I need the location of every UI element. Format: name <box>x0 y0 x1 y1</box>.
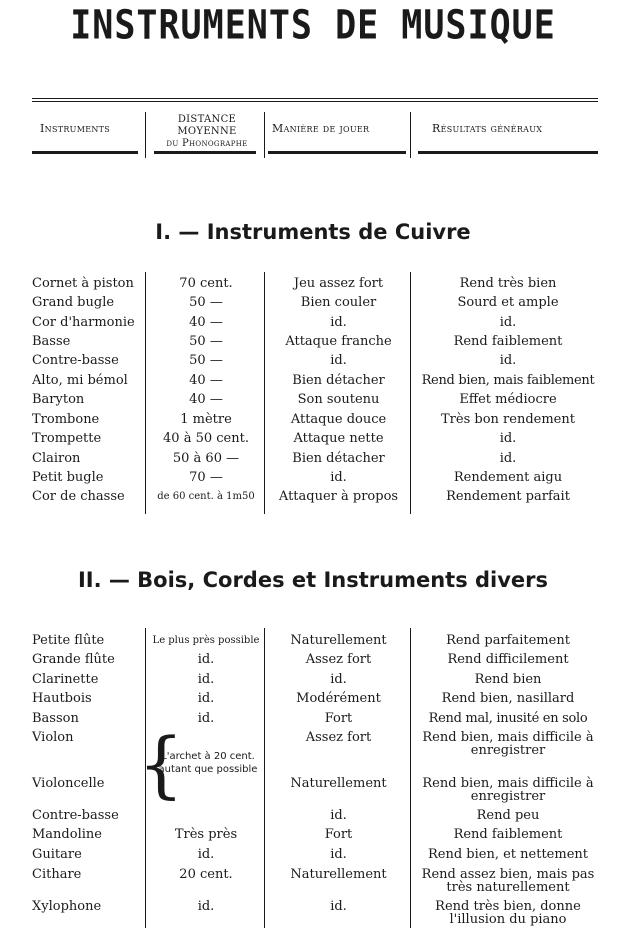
brace: { <box>138 722 184 806</box>
resultat-cell: Rend difficilement <box>447 652 569 667</box>
table-row <box>0 731 626 771</box>
instrument-name: Contre-basse <box>32 808 119 823</box>
resultat-cell: Rend bien <box>474 672 542 687</box>
resultat-cell: Rend faiblement <box>453 334 563 349</box>
maniere-cell: Assez fort <box>305 652 372 667</box>
header-top-rule <box>32 98 598 99</box>
header-underline-1 <box>32 151 138 154</box>
instrument-name: Clarinette <box>32 672 99 687</box>
resultat-cell: id. <box>499 431 517 446</box>
header-divider <box>410 112 411 158</box>
instrument-name: Contre-basse <box>32 353 119 368</box>
table-row <box>0 900 626 930</box>
resultat-cell: Rendement aigu <box>453 470 563 485</box>
header-divider <box>264 112 265 158</box>
resultat-cell: Rend faiblement <box>453 827 563 842</box>
table-row <box>0 848 626 867</box>
maniere-cell: Bien couler <box>300 295 377 310</box>
maniere-cell: id. <box>330 847 347 862</box>
distance-cell: id. <box>197 711 215 726</box>
maniere-cell: id. <box>330 315 347 330</box>
resultat-cell: Rend assez bien, mais pas très naturellement <box>421 867 595 895</box>
table-row <box>0 335 626 354</box>
distance-cell: 40 — <box>189 373 223 388</box>
table-row <box>0 809 626 828</box>
table-row <box>0 653 626 672</box>
table-row <box>0 393 626 412</box>
header-underline-4 <box>418 151 598 154</box>
instrument-name: Cornet à piston <box>32 276 134 291</box>
header-instruments: Instruments <box>40 122 111 135</box>
table-row <box>0 277 626 296</box>
distance-cell: Très près <box>174 827 238 842</box>
resultat-cell: Très bon rendement <box>441 412 575 427</box>
instrument-name: Guitare <box>32 847 82 862</box>
instrument-name: Xylophone <box>32 899 102 914</box>
table-row <box>0 374 626 393</box>
distance-cell: id. <box>197 691 215 706</box>
table-row <box>0 673 626 692</box>
resultat-cell: Rend mal, inusité en solo <box>428 711 588 726</box>
distance-cell: id. <box>197 847 215 862</box>
maniere-cell: Fort <box>324 827 353 842</box>
resultat-cell: Rend bien, mais faiblement <box>421 373 595 388</box>
maniere-cell: Naturellement <box>290 633 387 648</box>
table-row <box>0 712 626 731</box>
resultat-cell: Rend bien, nasillard <box>441 691 575 706</box>
instrument-name: Violon <box>32 730 74 745</box>
instrument-name: Alto, mi bémol <box>32 373 128 388</box>
table-row <box>0 452 626 471</box>
instrument-name: Trombone <box>32 412 100 427</box>
distance-cell: 70 cent. <box>179 276 233 291</box>
header-divider <box>145 112 146 158</box>
header-top-rule-2 <box>32 101 598 102</box>
maniere-cell: Son soutenu <box>297 392 380 407</box>
maniere-cell: id. <box>330 808 347 823</box>
distance-cell: 50 — <box>189 334 223 349</box>
distance-cell: 20 cent. <box>179 867 233 882</box>
instrument-name: Cor de chasse <box>32 489 125 504</box>
distance-cell: 50 à 60 — <box>172 451 240 466</box>
table-row <box>0 634 626 653</box>
table-row <box>0 432 626 451</box>
distance-cell: 40 à 50 cent. <box>163 431 249 446</box>
table-row <box>0 413 626 432</box>
instrument-name: Cithare <box>32 867 82 882</box>
section-title-bois: II. — Bois, Cordes et Instruments divers <box>77 568 549 592</box>
maniere-cell: Modérément <box>296 691 381 706</box>
distance-cell: 40 — <box>189 392 223 407</box>
distance-cell: de 60 cent. à 1m50 <box>157 491 255 502</box>
distance-cell: 70 — <box>189 470 223 485</box>
table-row <box>0 316 626 335</box>
resultat-cell: id. <box>499 451 517 466</box>
header-maniere: Manière de jouer <box>272 122 370 135</box>
table-row <box>0 471 626 490</box>
maniere-cell: Attaquer à propos <box>278 489 399 504</box>
resultat-cell: Rend parfaitement <box>446 633 570 648</box>
maniere-cell: id. <box>330 353 347 368</box>
instrument-name: Cor d'harmonie <box>32 315 135 330</box>
instrument-name: Petit bugle <box>32 470 104 485</box>
resultat-cell: Effet médiocre <box>459 392 557 407</box>
maniere-cell: Attaque franche <box>285 334 392 349</box>
header-distance <box>152 114 262 150</box>
instrument-name: Grand bugle <box>32 295 115 310</box>
table-row <box>0 354 626 373</box>
resultat-cell: Rend peu <box>476 808 540 823</box>
header-underline-2 <box>154 151 256 154</box>
instrument-name: Grande flûte <box>32 652 115 667</box>
header-underline-3 <box>268 151 406 154</box>
instrument-name: Violoncelle <box>32 776 105 791</box>
maniere-cell: Jeu assez fort <box>293 276 384 291</box>
instrument-name: Baryton <box>32 392 85 407</box>
instrument-name: Trompette <box>32 431 102 446</box>
resultat-cell: Rend très bien, donne l'illusion du piano <box>435 899 581 927</box>
maniere-cell: Naturellement <box>290 867 387 882</box>
distance-cell: id. <box>197 652 215 667</box>
instrument-name: Basson <box>32 711 79 726</box>
table-row <box>0 692 626 711</box>
instrument-name: Mandoline <box>32 827 102 842</box>
maniere-cell: id. <box>330 899 347 914</box>
maniere-cell: Bien détacher <box>292 451 385 466</box>
distance-cell: 50 — <box>189 353 223 368</box>
resultat-cell: Rend bien, mais difficile à enregistrer <box>422 776 594 804</box>
maniere-cell: Fort <box>324 711 353 726</box>
instrument-name: Basse <box>32 334 71 349</box>
distance-cell: 50 — <box>189 295 223 310</box>
table-row <box>0 868 626 898</box>
resultat-cell: Rend bien, mais difficile à enregistrer <box>422 730 594 758</box>
distance-cell: 40 — <box>189 315 223 330</box>
resultat-cell: id. <box>499 315 517 330</box>
distance-cell: id. <box>197 899 215 914</box>
table-row <box>0 828 626 847</box>
maniere-cell: Naturellement <box>290 776 387 791</box>
maniere-cell: Bien détacher <box>292 373 385 388</box>
header-distance-line1: DISTANCE MOYENNE <box>177 114 237 137</box>
resultat-cell: id. <box>499 353 517 368</box>
maniere-cell: id. <box>330 470 347 485</box>
section-title-cuivre: I. — Instruments de Cuivre <box>155 220 471 244</box>
resultat-cell: Sourd et ample <box>457 295 559 310</box>
table-row <box>0 296 626 315</box>
instrument-name: Hautbois <box>32 691 92 706</box>
distance-cell: Le plus près possible <box>152 635 260 646</box>
table-row <box>0 490 626 509</box>
maniere-cell: id. <box>330 672 347 687</box>
resultat-cell: Rendement parfait <box>446 489 570 504</box>
header-distance-line2: du Phonographe <box>166 138 248 149</box>
instrument-name: Clairon <box>32 451 81 466</box>
maniere-cell: Attaque nette <box>293 431 384 446</box>
violin-note: L'archet à 20 cent. autant que possible <box>158 751 258 775</box>
page-title: INSTRUMENTS DE MUSIQUE <box>70 3 556 49</box>
header-resultats: Résultats généraux <box>432 122 543 135</box>
distance-cell: 1 mètre <box>180 412 232 427</box>
instrument-name: Petite flûte <box>32 633 105 648</box>
resultat-cell: Rend bien, et nettement <box>428 847 588 862</box>
resultat-cell: Rend très bien <box>459 276 557 291</box>
maniere-cell: Attaque douce <box>290 412 387 427</box>
maniere-cell: Assez fort <box>305 730 372 745</box>
distance-cell: id. <box>197 672 215 687</box>
